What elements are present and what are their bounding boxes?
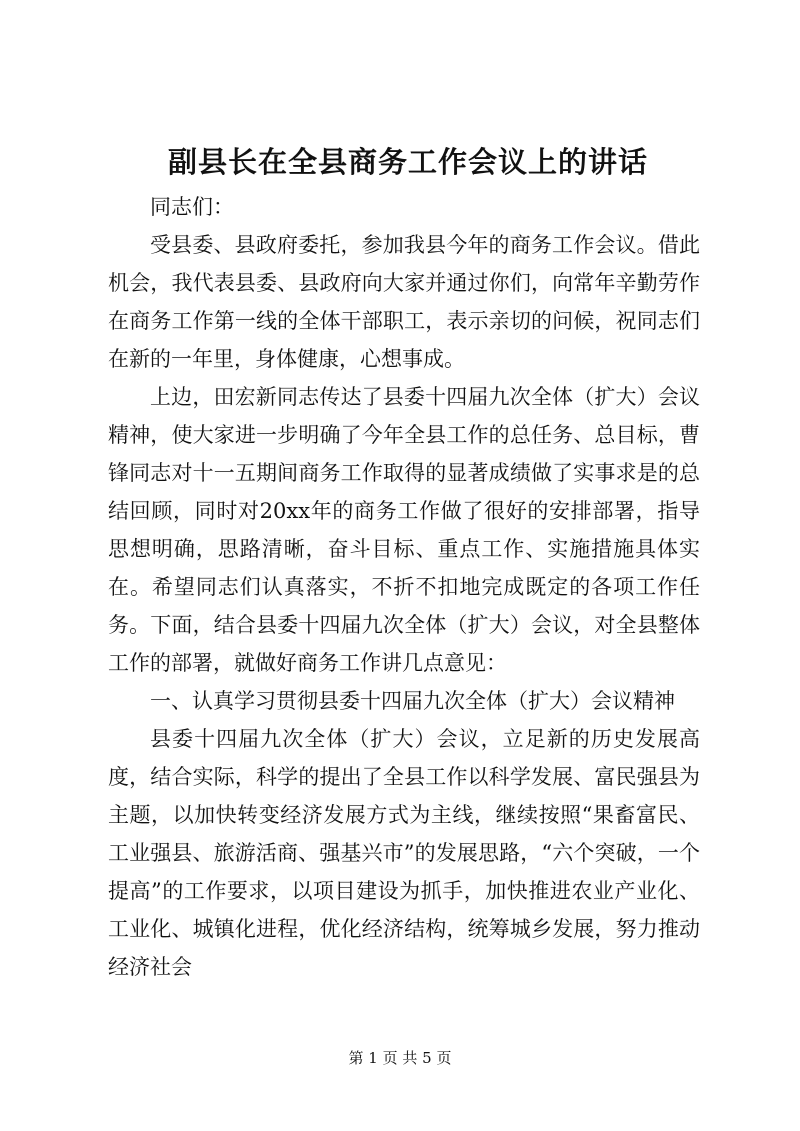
page-footer: 第 1 页 共 5 页 [348, 1049, 452, 1067]
paragraph-1: 受县委、县政府委托，参加我县今年的商务工作会议。借此机会，我代表县委、县政府向大家并通过你们，向常年辛勤劳作在商务工作第一线的全体干部职工，表示亲切的问候，祝同志们在新的一年里，身体健康，心想事成。 [108, 233, 700, 371]
section-heading-1: 一、认真学习贯彻县委十四届九次全体（扩大）会议精神 [150, 689, 675, 713]
paragraph-2: 上边，田宏新同志传达了县委十四届九次全体（扩大）会议精神，使大家进一步明确了今年全县工作的总任务、总目标，曹锋同志对十一五期间商务工作取得的显著成绩做了实事求是的总结回顾，同时对20xx年的商务工作做了很好的安排部署，指导思想明确，思路清晰，奋斗目标、重点工作、实施措施具体实在。希望同志们认真落实，不折不扣地完成既定的各项工作任务。下面，结合县委十四届九次全体（扩大）会议，对全县整体工作的部署，就做好商务工作讲几点意见： [108, 385, 700, 675]
document-body [108, 188, 700, 986]
page-title: 副县长在全县商务工作会议上的讲话 [167, 145, 648, 179]
paragraph-3: 县委十四届九次全体（扩大）会议，立足新的历史发展高度，结合实际，科学的提出了全县工作以科学发展、富民强县为主题，以加快转变经济发展方式为主线，继续按照“果畜富民、工业强县、旅游活商、强基兴市”的发展思路，“六个突破，一个提高”的工作要求，以项目建设为抓手，加快推进农业产业化、工业化、城镇化进程，优化经济结构，统筹城乡发展，努力推动经济社会 [108, 727, 700, 979]
greeting: 同志们： [150, 195, 234, 219]
